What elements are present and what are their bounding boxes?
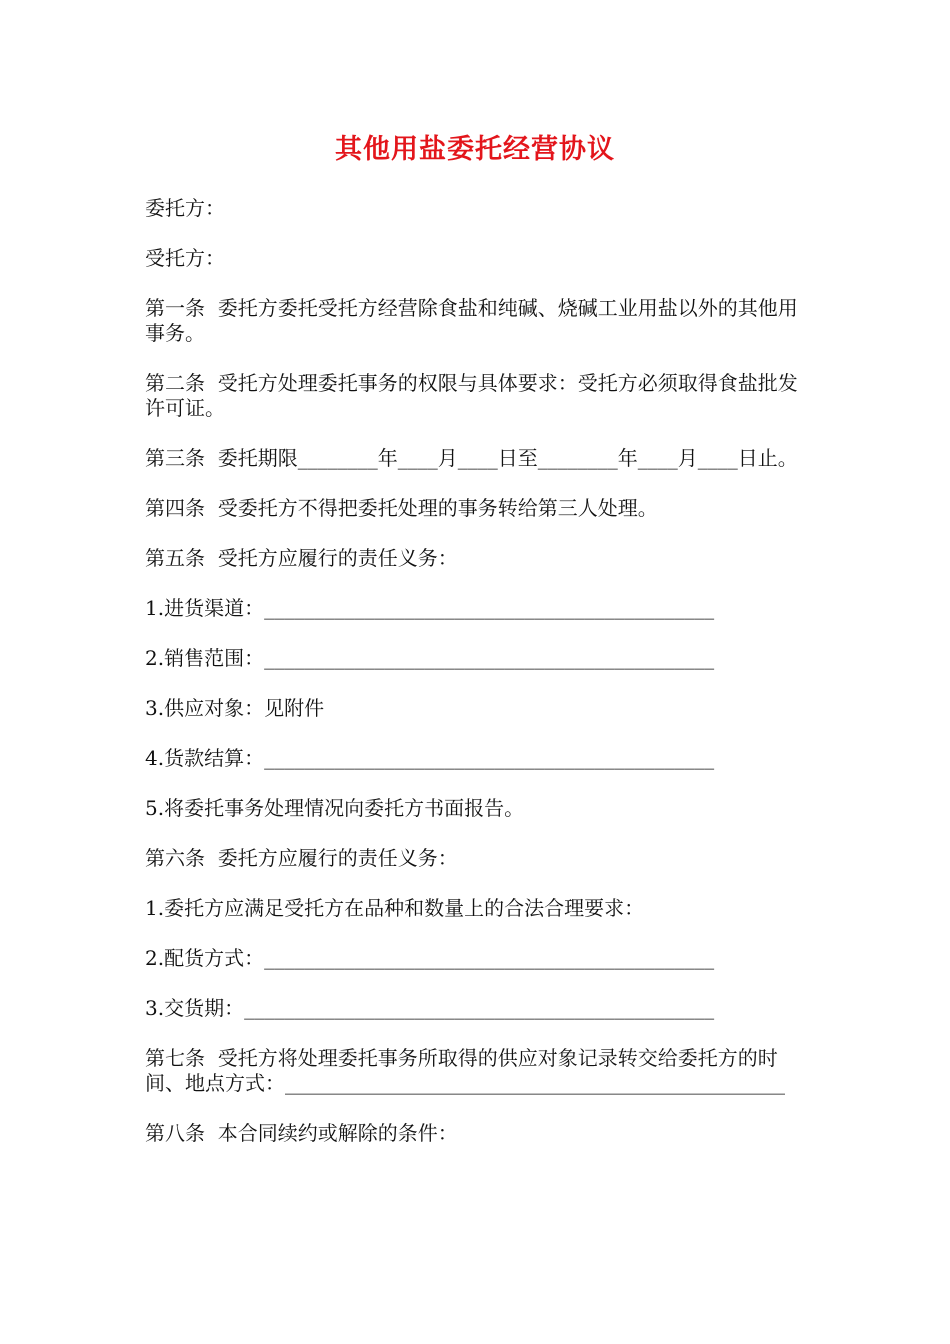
article-6: 第六条 委托方应履行的责任义务：: [145, 846, 458, 870]
document-body: [145, 196, 810, 1171]
article-3: 第三条 委托期限________年____月____日至________年____月____日止。: [145, 446, 798, 470]
article-5: 第五条 受托方应履行的责任义务：: [145, 546, 458, 570]
article-6-item-3: 3.交货期：_______________________________________________: [145, 996, 715, 1020]
article-5-item-5: 5.将委托事务处理情况向委托方书面报告。: [145, 796, 525, 820]
article-5-item-1: 1.进货渠道：_____________________________________________: [145, 596, 715, 620]
article-5-item-4: 4.货款结算：_____________________________________________: [145, 746, 715, 770]
article-2: 第二条 受托方处理委托事务的权限与具体要求：受托方必须取得食盐批发许可证。: [145, 371, 798, 420]
article-4: 第四条 受委托方不得把委托处理的事务转给第三人处理。: [145, 496, 658, 520]
party-entrusting-line: 委托方：: [145, 196, 225, 220]
document-title: 其他用盐委托经营协议: [335, 134, 615, 165]
article-1: 第一条 委托方委托受托方经营除食盐和纯碱、烧碱工业用盐以外的其他用事务。: [145, 296, 798, 345]
article-7: 第七条 受托方将处理委托事务所取得的供应对象记录转交给委托方的时间、地点方式：__________________________________________________: [145, 1046, 785, 1095]
article-5-item-2: 2.销售范围：_____________________________________________: [145, 646, 715, 670]
party-entrusted-line: 受托方：: [145, 246, 225, 270]
article-5-item-3: 3.供应对象：见附件: [145, 696, 325, 720]
article-6-item-1: 1.委托方应满足受托方在品种和数量上的合法合理要求：: [145, 896, 645, 920]
article-6-item-2: 2.配货方式：_____________________________________________: [145, 946, 715, 970]
article-8: 第八条 本合同续约或解除的条件：: [145, 1121, 458, 1145]
